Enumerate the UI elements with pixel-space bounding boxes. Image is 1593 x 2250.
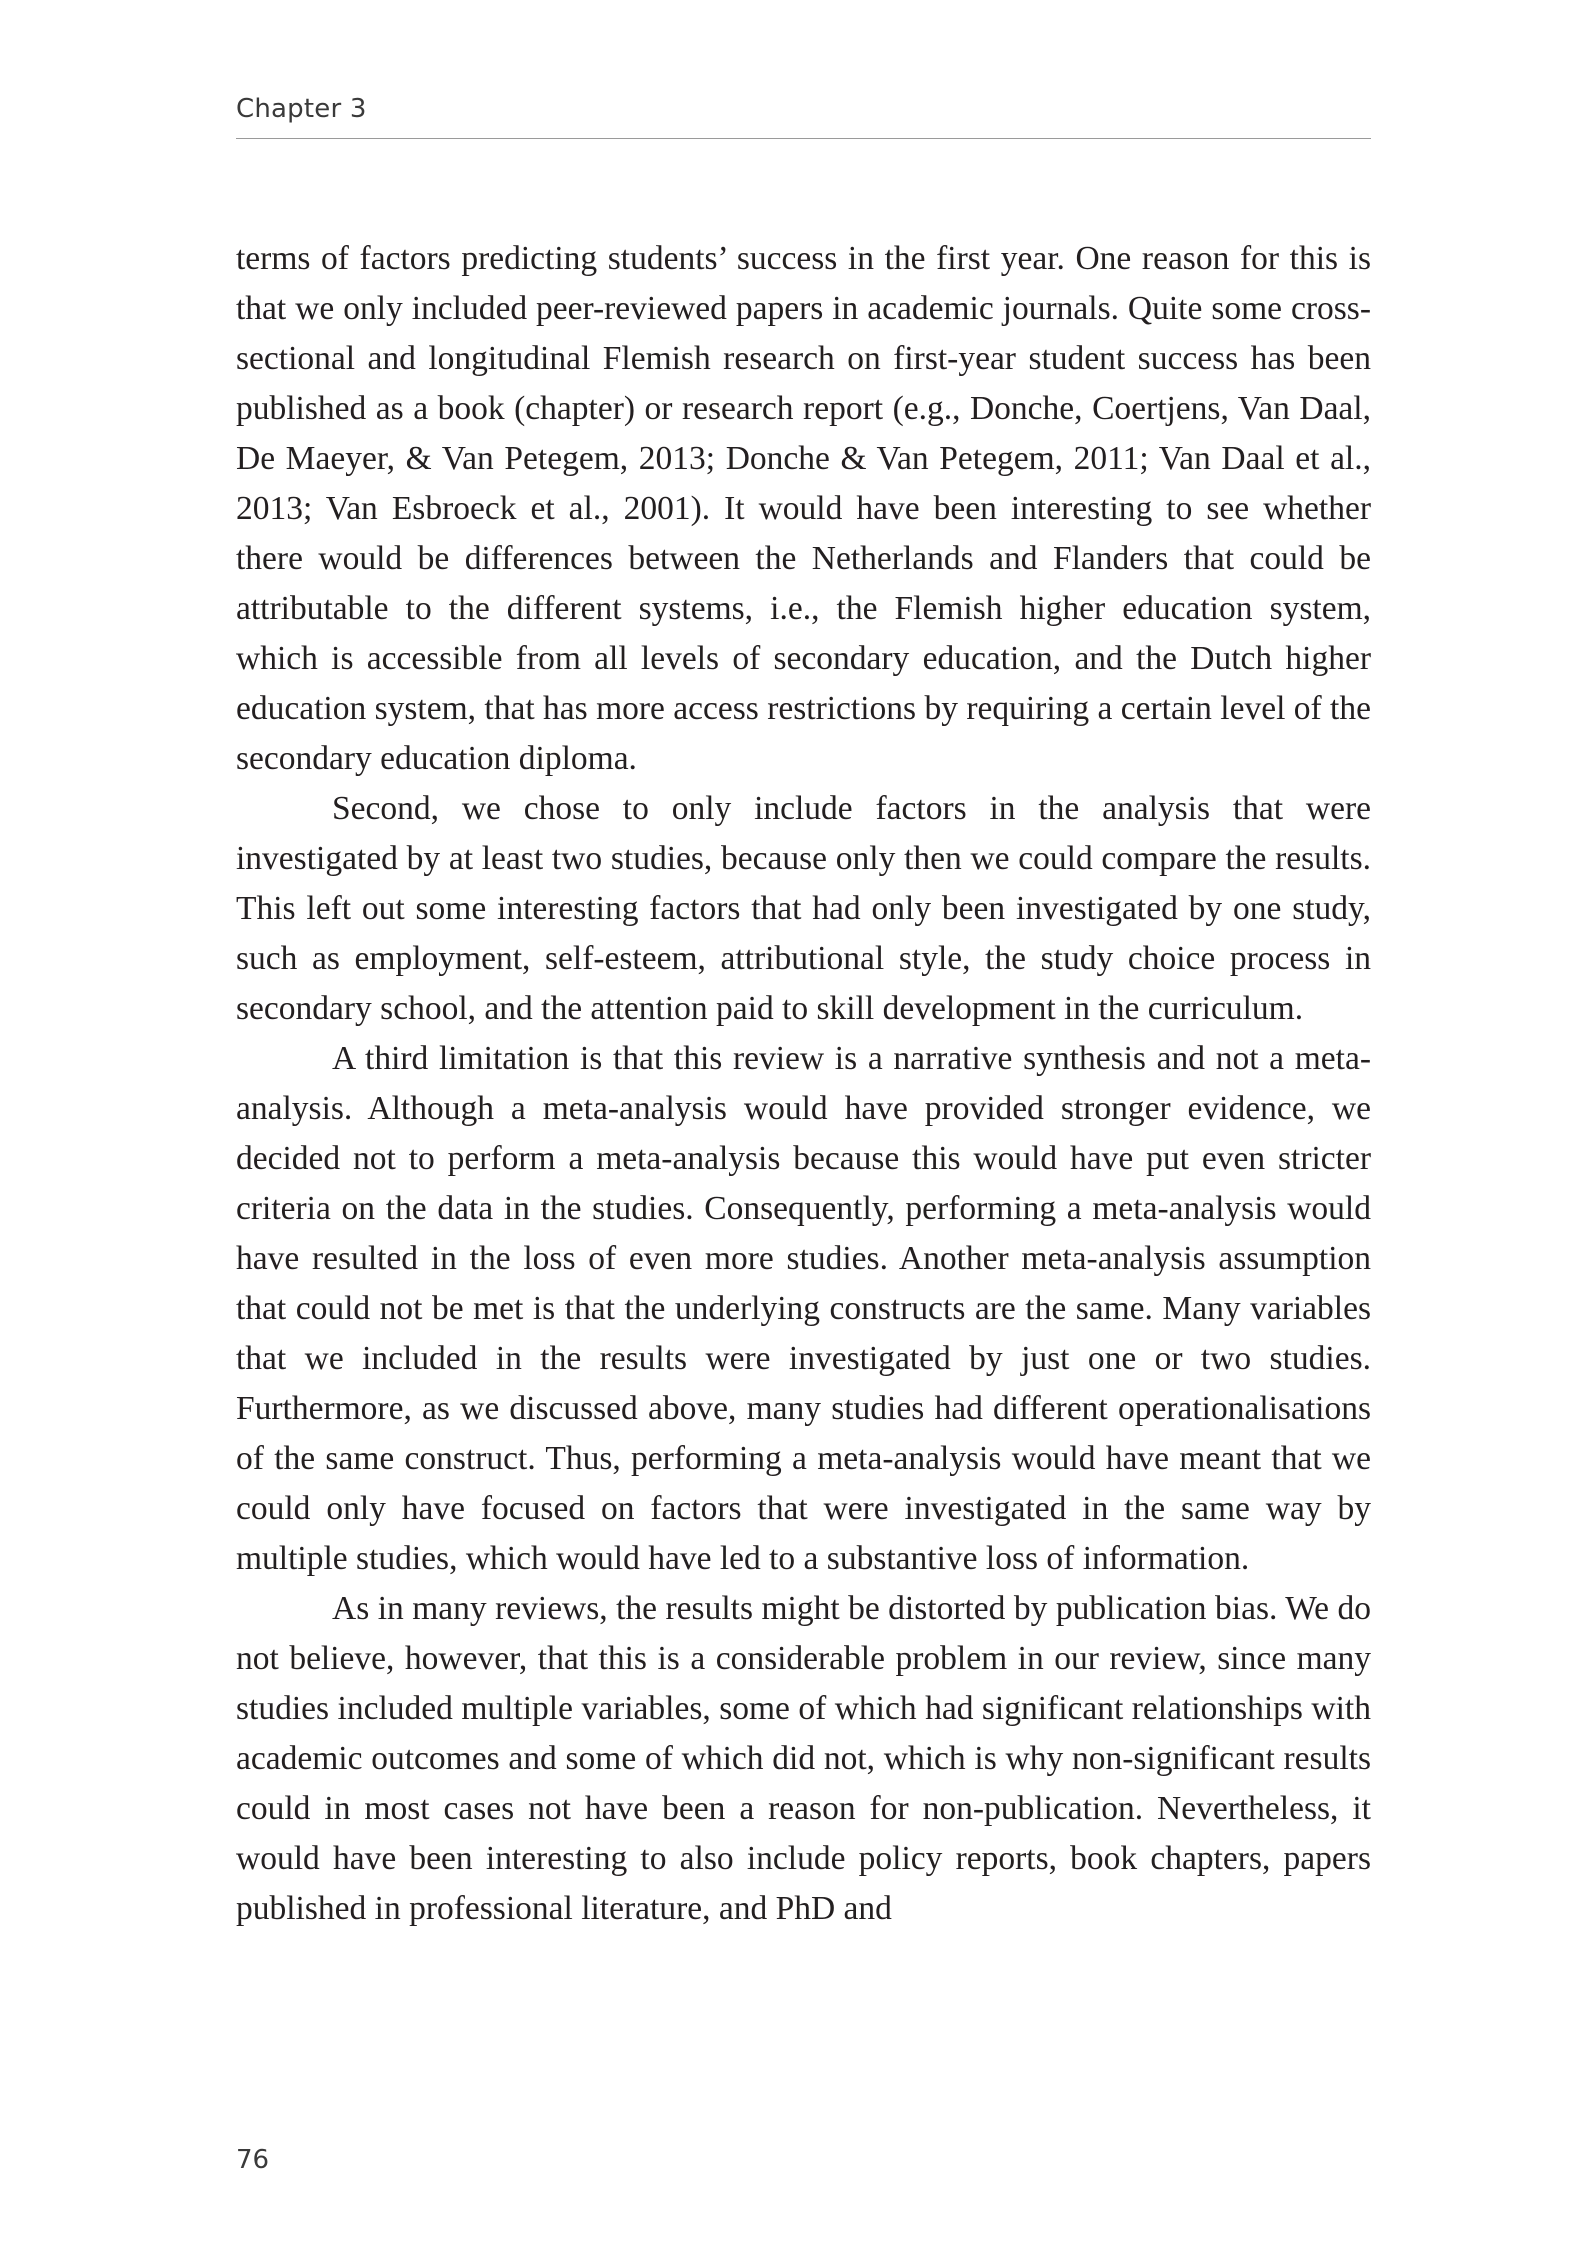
header-rule (236, 138, 1371, 139)
paragraph-1: terms of factors predicting students’ success in the first year. One reason for this is that we only included peer-reviewed papers in academic journals. Quite some cross-sectional and longitudinal Flemish research on first-year student success has been published as a book (chapter) or research report (e.g., Donche, Coertjens, Van Daal, De Maeyer, & Van Petegem, 2013; Donche & Van Petegem, 2011; Van Daal et al., 2013; Van Esbroeck et al., 2001). It would have been interesting to see whether there would be differences between the Netherlands and Flanders that could be attributable to the different systems, i.e., the Flemish higher education system, which is accessible from all levels of secondary education, and the Dutch higher education system, that has more access restrictions by requiring a certain level of the secondary education diploma. (236, 240, 1371, 777)
paragraph-4: As in many reviews, the results might be distorted by publication bias. We do not believe, however, that this is a considerable problem in our review, since many studies included multiple variables, some of which had significant relationships with academic outcomes and some of which did not, which is why non-significant results could in most cases not have been a reason for non-publication. Nevertheless, it would have been interesting to also include policy reports, book chapters, papers published in professional literature, and PhD and (236, 1590, 1371, 1927)
paragraph-2: Second, we chose to only include factors in the analysis that were investigated by at least two studies, because only then we could compare the results. This left out some interesting factors that had only been investigated by one study, such as employment, self-esteem, attributional style, the study choice process in secondary school, and the attention paid to skill development in the curriculum. (236, 790, 1371, 1027)
paragraph-3: A third limitation is that this review is a narrative synthesis and not a meta-analysis. Although a meta-analysis would have provided stronger evidence, we decided not to perform a meta-analysis because this would have put even stricter criteria on the data in the studies. Consequently, performing a meta-analysis would have resulted in the loss of even more studies. Another meta-analysis assumption that could not be met is that the underlying constructs are the same. Many variables that we included in the results were investigated by just one or two studies. Furthermore, as we discussed above, many studies had different operationalisations of the same construct. Thus, performing a meta-analysis would have meant that we could only have focused on factors that were investigated in the same way by multiple studies, which would have led to a substantive loss of information. (236, 1040, 1371, 1577)
running-head: Chapter 3 (236, 94, 367, 124)
body-text (236, 234, 1371, 1934)
page-number: 76 (236, 2145, 270, 2175)
